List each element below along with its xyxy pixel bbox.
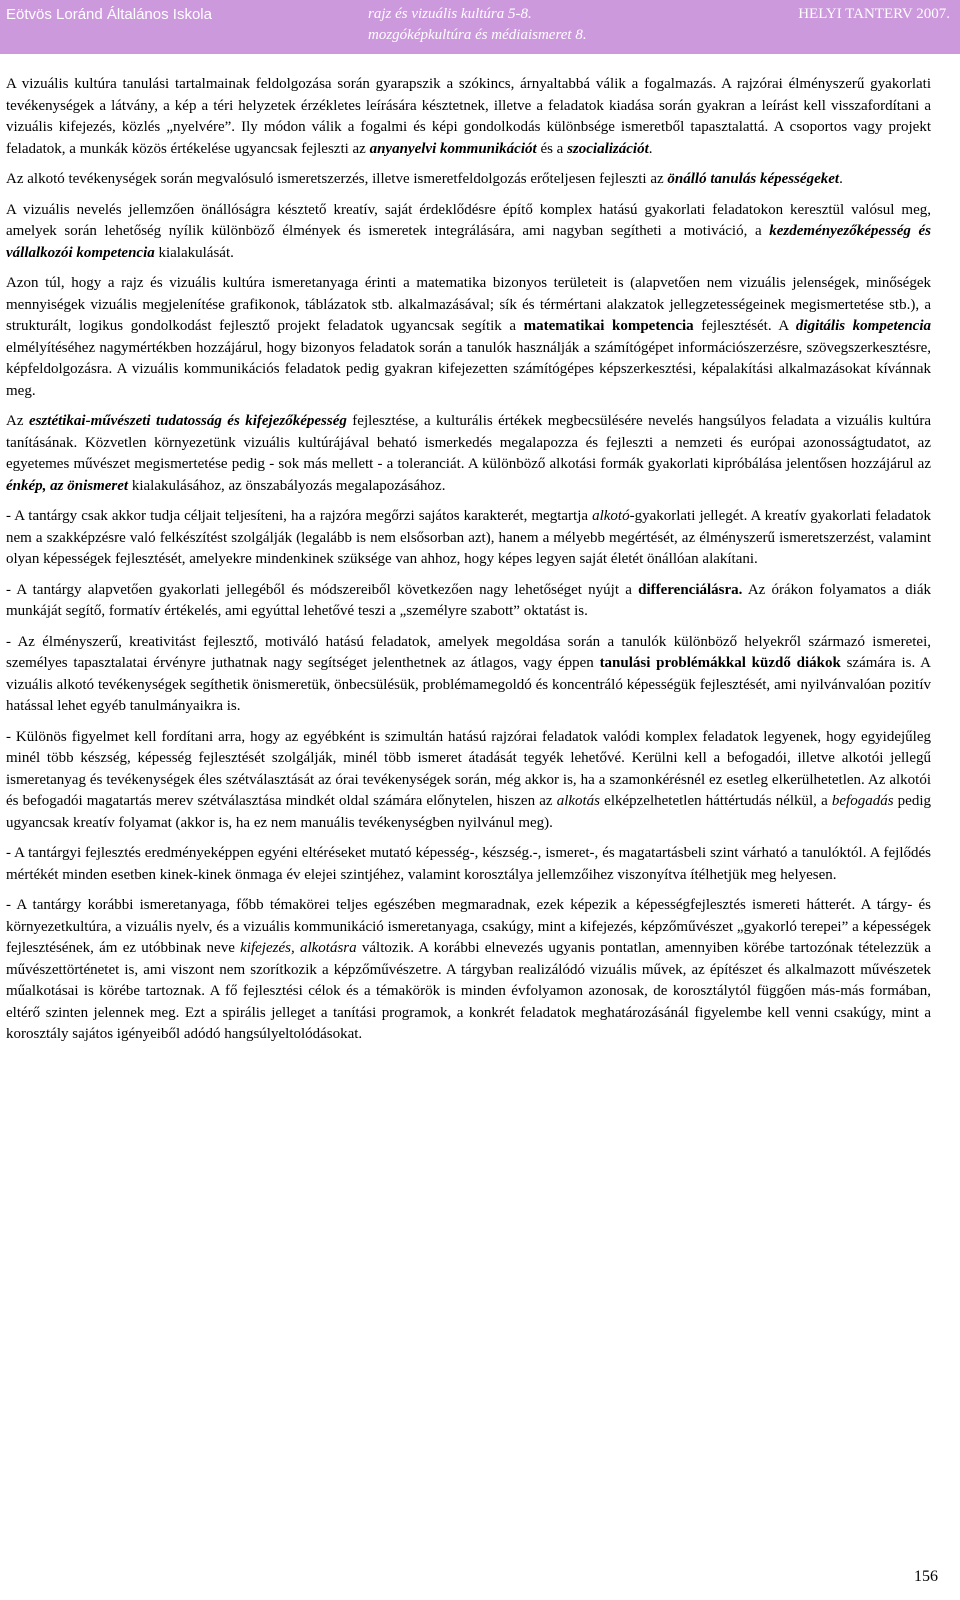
- emphasis-text: differenciálásra.: [638, 581, 743, 598]
- paragraph-7: [6, 580, 931, 623]
- emphasis-text: alkotás: [556, 793, 601, 809]
- text-run: Az: [6, 413, 29, 429]
- paragraph-1: [6, 74, 931, 160]
- emphasis-text: tanulási problémákkal küzdő diákok: [599, 655, 841, 671]
- text-run: .: [839, 171, 843, 187]
- paragraph-8: [6, 632, 931, 718]
- paragraph-4: [6, 273, 931, 402]
- text-run: elmélyítéséhez nagymértékben hozzájárul, hogy bizonyos feladatok során a tanulók használják a számítógépet információszerzésre, szövegszerkesztésre, képfeldolgozásra. A vizuális kommunikációs feladatok pedig gyakran kifejezetten számítógépes képszerkesztési, képalakítási alkalmazásokat kívánnak meg.: [6, 339, 931, 399]
- emphasis-text: digitális kompetencia: [795, 318, 931, 334]
- emphasis-text: önálló tanulás képességeket: [667, 171, 840, 187]
- text-run: kialakulását.: [154, 244, 234, 261]
- text-run: fejlesztését. A: [693, 318, 796, 334]
- text-run: Az órákon folyamatos a diák munkáját segítő, formatív értékelés, ami egyúttal lehetővé teszi a „személyre szabott” oktatást is.: [6, 581, 931, 619]
- text-run: A vizuális kultúra tanulási tartalmainak feldolgozása során gyarapszik a szókincs, árnyaltabbá válik a fogalmazás. A rajzórai élményszerű gyakorlati tevékenységek a látvány, a kép a téri helyzetek érzékletes leírására késztetnek, illetve a feladatok kiadása során gyakran a leírást kell visszafordítani a vizuális kifejezés, közlés „nyelvére”. Ily módon válik a fogalmi és képi gondolkodás különbsége ismeretből tapasztalattá. A csoportos vagy projekt feladatok, a munkák közös értékelése ugyancsak fejleszti az: [6, 76, 931, 157]
- emphasis-text: alkotó-: [592, 508, 635, 524]
- subject-line-2: mozgóképkultúra és médiaismeret 8.: [368, 27, 587, 43]
- text-run: gyakorlati jellegét. A kreatív gyakorlati feladatok nem a szakképzésre való felkészítést szolgálják (legalább is nem elsősorban azt), hanem a mélyebb megértését, az élményszerű ismeretszerzést, valamint olyan képességek fejlesztését, amelyekre mindenkinek szüksége van ahhoz, hogy képes legyen saját életét önállóan alakítani.: [6, 508, 931, 567]
- text-run: számára is. A vizuális alkotó tevékenységek segíthetik önismeretük, önbecsülésük, problémamegoldó és koncentráló képességük fejlesztését, ami nyilvánvalóan pozitív hatással lehet egyéb tanulmányaikra is.: [6, 655, 932, 714]
- text-run: fejlesztése, a kulturális értékek megbecsülésére nevelés hangsúlyos feladata a vizuális kultúra tanításának. Közvetlen környezetünk vizuális kultúrájával beható ismerkedés megalapozza és fejleszti a nemzeti és európai azonosságtudatot, az egyetemes művészet megismertetése pedig - sok más mellett - a toleranciát. A különböző alkotási formák gyakorlati kipróbálása jelentősen hozzájárul az: [6, 413, 931, 472]
- document-body: [6, 74, 931, 1055]
- subject-title: [368, 4, 638, 46]
- text-run: és a: [536, 140, 568, 157]
- paragraph-6: [6, 506, 931, 571]
- page-header: [0, 0, 960, 54]
- paragraph-11: [6, 895, 931, 1046]
- text-run: - A tantárgy csak akkor tudja céljait teljesíteni, ha a rajzóra megőrzi sajátos karakterét, megtartja: [6, 508, 593, 524]
- emphasis-text: anyanyelvi kommunikációt: [369, 140, 537, 157]
- subject-line-1: rajz és vizuális kultúra 5-8.: [368, 6, 532, 22]
- paragraph-3: [6, 200, 931, 265]
- emphasis-text: matematikai kompetencia: [523, 318, 694, 334]
- school-name: Eötvös Loránd Általános Iskola: [6, 6, 212, 23]
- text-run: kialakulásához, az önszabályozás megalapozásához.: [128, 477, 446, 494]
- text-run: Azon túl, hogy a rajz és vizuális kultúra ismeretanyaga érinti a matematika bizonyos területeit is (alapvetően nem vizuális jelenségek, minőségek mennyiségek vizuális megjelenítése grafikonok, táblázatok stb. alkalmazásával; sík és térmértani alakzatok jellegzetességeinek megismertetése stb.), a strukturált, logikus gondolkodást fejlesztő projekt feladatok ugyancsak segítik a: [6, 275, 931, 334]
- paragraph-5: [6, 411, 931, 497]
- paragraph-9: [6, 727, 931, 835]
- emphasis-text: szocializációt: [567, 140, 649, 157]
- paragraph-2: [6, 169, 931, 191]
- text-run: pedig ugyancsak kreatív folyamat (akkor is, ha ez nem manuális tevékenységben nyilvánul meg).: [6, 793, 932, 831]
- text-run: - A tantárgy korábbi ismeretanyaga, főbb témakörei teljes egészében megmaradnak, ezek képezik a képességfejlesztés ismereti hátterét. A tárgy- és környezetkultúra, a vizuális nyelv, és a vizuális kommunikáció ismeretanyaga, csakúgy, mint a kifejezés, képzőművészet „gyakorló terepei” a képességek fejlesztésének, ám ez utóbbinak neve: [6, 897, 931, 956]
- text-run: A vizuális nevelés jellemzően önállóságra késztető kreatív, saját érdeklődésre építő komplex hatású gyakorlati feladatokon keresztül valósul meg, amelyek során lehetőség nyílik különböző élmények és ismeretek integrálására, ami nagyban segítheti a motiváció, a: [6, 201, 931, 239]
- emphasis-text: befogadás: [831, 793, 894, 809]
- emphasis-text: kifejezés, alkotásra: [240, 940, 357, 956]
- curriculum-title: HELYI TANTERV 2007.: [798, 6, 950, 22]
- page-number: 156: [914, 1568, 938, 1585]
- text-run: - A tantárgyi fejlesztés eredményeképpen egyéni eltéréseket mutató képesség-, készség.-, ismeret-, és magatartásbeli szint várható a tanulóktól. A fejlődés mértékét minden esetben kinek-kinek önmaga év elejei szintjéhez, valamint korosztálya jellemzőihez viszonyítva ítélhetjük meg helyesen.: [6, 845, 931, 883]
- text-run: változik. A korábbi elnevezés ugyanis pontatlan, amennyiben körébe tartozónak tételezzük a művészettörténetet is, ami viszont nem szorítkozik a képzőművészetre. A tárgyban realizálódó vizuális művek, az építészet és alkalmazott művészetek műalkotásai is körébe tartoznak. A fő fejlesztési célok és a témakörök is minden évfolyamon azonosak, de korosztálytól függően más-más formában, eltérő szinten jelennek meg. Ezt a spirális jelleget a tanítási programok, a konkrét feladatok meghatározásánál figyelembe kell venni csakúgy, mint a korosztály sajátos igényeiből adódó hangsúlyeltolódásokat.: [6, 940, 931, 1042]
- emphasis-text: kezdeményezőképesség és vállalkozói kompetencia: [6, 223, 931, 261]
- text-run: Az alkotó tevékenységek során megvalósuló ismeretszerzés, illetve ismeretfeldolgozás erőteljesen fejleszti az: [6, 171, 668, 187]
- text-run: - A tantárgy alapvetően gyakorlati jellegéből és módszereiből következően nagy lehetőséget nyújt a: [6, 581, 639, 598]
- text-run: - Különös figyelmet kell fordítani arra, hogy az egyébként is szimultán hatású rajzórai feladatok valódi komplex feladatok legyenek, hogy egyidejűleg minél több készség, képesség fejlesztését szolgálják, minél több ismeret átadását tegyék lehetővé. Kerülni kell a befogadói, illetve alkotói jellegű ismeretanyag és tevékenységek éles szétválasztását az órai tevékenységek során, még akkor is, ha a szamonkérésnél ez esetleg elkerülhetetlen. Az alkotói és befogadói magatartás merev szétválasztása mindkét oldal számára előnytelen, hiszen az: [6, 728, 931, 809]
- text-run: .: [648, 140, 653, 157]
- emphasis-text: esztétikai-művészeti tudatosság és kifejezőképesség: [28, 413, 347, 429]
- emphasis-text: énkép, az önismeret: [6, 477, 129, 494]
- paragraph-10: [6, 843, 931, 886]
- text-run: elképzelhetetlen háttértudás nélkül, a: [600, 793, 832, 809]
- text-run: - Az élményszerű, kreativitást fejlesztő, motiváló hatású feladatok, amelyek megoldása során a tanulók különböző helyekről származó ismeretei, személyes tapasztalatai érvényre juthatnak nagy segítséget jelenthetnek az átlagos, vagy éppen: [6, 633, 931, 671]
